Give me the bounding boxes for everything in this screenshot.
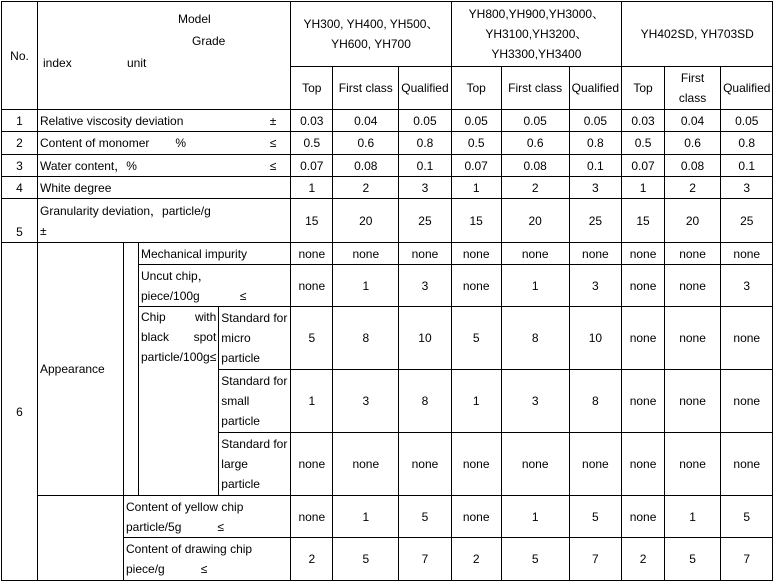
value-cell: 0.05 bbox=[501, 110, 569, 132]
value-cell: 0.05 bbox=[399, 110, 451, 132]
value-cell: 2 bbox=[291, 538, 333, 581]
value-cell: 8 bbox=[399, 370, 451, 433]
value-cell: 3 bbox=[569, 177, 621, 199]
table-row bbox=[2, 132, 773, 155]
grade-qualified: Qualified bbox=[721, 67, 773, 110]
value-cell: 10 bbox=[569, 307, 621, 370]
value-cell: 5 bbox=[333, 538, 399, 581]
value-cell: 0.6 bbox=[333, 132, 399, 155]
value-cell: 0.5 bbox=[291, 132, 333, 155]
value-cell: none bbox=[622, 265, 665, 307]
row-label: Mechanical impurity bbox=[139, 243, 291, 265]
header-model-grade bbox=[38, 2, 291, 110]
header-model: Model bbox=[178, 12, 211, 26]
value-cell: 5 bbox=[399, 496, 451, 538]
value-cell: 1 bbox=[451, 177, 501, 199]
value-cell: 0.08 bbox=[501, 155, 569, 177]
value-cell: 8 bbox=[333, 307, 399, 370]
header-unit: unit bbox=[127, 56, 147, 70]
label-text: Relative viscosity deviation bbox=[40, 113, 184, 128]
row-no: 3 bbox=[2, 155, 38, 177]
header-no: No. bbox=[2, 2, 38, 110]
value-cell: 8 bbox=[501, 307, 569, 370]
value-cell: 0.8 bbox=[569, 132, 621, 155]
value-cell: none bbox=[665, 265, 721, 307]
label-text: Uncut chip，piece/100g bbox=[141, 268, 210, 303]
value-cell: 20 bbox=[333, 199, 399, 243]
value-cell: 5 bbox=[501, 538, 569, 581]
value-cell: 3 bbox=[399, 265, 451, 307]
value-cell: 2 bbox=[333, 177, 399, 199]
value-cell: none bbox=[399, 243, 451, 265]
header-index: index bbox=[43, 56, 72, 70]
header-group-3: YH402SD, YH703SD bbox=[622, 2, 773, 67]
grade-first-class: First class bbox=[501, 67, 569, 110]
value-cell: 25 bbox=[721, 199, 773, 243]
sub-label: Standard for micro particle bbox=[219, 307, 291, 370]
cond-text: ≤ bbox=[200, 562, 208, 576]
value-cell: none bbox=[665, 243, 721, 265]
value-cell: 0.07 bbox=[451, 155, 501, 177]
value-cell: none bbox=[721, 433, 773, 496]
value-cell: none bbox=[622, 307, 665, 370]
row-no: 2 bbox=[2, 132, 38, 155]
value-cell: 1 bbox=[291, 370, 333, 433]
grade-qualified: Qualified bbox=[399, 67, 451, 110]
value-cell: 1 bbox=[501, 496, 569, 538]
value-cell: 0.5 bbox=[451, 132, 501, 155]
value-cell: 15 bbox=[622, 199, 665, 243]
header-group-1: YH300, YH400, YH500、YH600, YH700 bbox=[291, 2, 451, 67]
value-cell: none bbox=[665, 307, 721, 370]
value-cell: none bbox=[291, 243, 333, 265]
value-cell: 0.1 bbox=[721, 155, 773, 177]
row-label bbox=[38, 199, 291, 243]
table-row bbox=[2, 243, 773, 265]
row-no: 1 bbox=[2, 110, 38, 132]
value-cell: 7 bbox=[399, 538, 451, 581]
value-cell: 0.1 bbox=[399, 155, 451, 177]
row-no: 5 bbox=[2, 199, 38, 243]
row-label bbox=[139, 265, 291, 307]
value-cell: 5 bbox=[569, 496, 621, 538]
value-cell: 0.03 bbox=[291, 110, 333, 132]
label-text: Content of yellow chip particle/5g bbox=[126, 499, 244, 534]
header-group-2: YH800,YH900,YH3000、YH3100,YH3200、YH3300,YH3400 bbox=[451, 2, 621, 67]
value-cell: 0.8 bbox=[399, 132, 451, 155]
value-cell: none bbox=[622, 370, 665, 433]
value-cell: 5 bbox=[665, 538, 721, 581]
value-cell: 0.04 bbox=[333, 110, 399, 132]
row-label bbox=[38, 155, 291, 177]
value-cell: 1 bbox=[451, 370, 501, 433]
sub-label: Standard for large particle bbox=[219, 433, 291, 496]
grade-qualified: Qualified bbox=[569, 67, 621, 110]
value-cell: 0.08 bbox=[333, 155, 399, 177]
value-cell: 0.08 bbox=[665, 155, 721, 177]
value-cell: none bbox=[451, 243, 501, 265]
value-cell: 3 bbox=[569, 265, 621, 307]
blank-cell bbox=[38, 496, 124, 581]
value-cell: none bbox=[569, 243, 621, 265]
value-cell: 1 bbox=[333, 496, 399, 538]
table-row bbox=[2, 110, 773, 132]
label-text: Granularity deviation，particle/g bbox=[40, 203, 211, 218]
value-cell: none bbox=[291, 433, 333, 496]
value-cell: 0.05 bbox=[721, 110, 773, 132]
value-cell: 0.05 bbox=[569, 110, 621, 132]
value-cell: 2 bbox=[501, 177, 569, 199]
value-cell: none bbox=[721, 370, 773, 433]
value-cell: 2 bbox=[451, 538, 501, 581]
unit-text: % bbox=[175, 136, 187, 150]
value-cell: none bbox=[333, 433, 399, 496]
value-cell: 1 bbox=[333, 265, 399, 307]
row-label: White degree bbox=[38, 177, 291, 199]
value-cell: 5 bbox=[291, 307, 333, 370]
value-cell: 0.04 bbox=[665, 110, 721, 132]
value-cell: 25 bbox=[569, 199, 621, 243]
row-no: 4 bbox=[2, 177, 38, 199]
value-cell: none bbox=[291, 496, 333, 538]
grade-top: Top bbox=[451, 67, 501, 110]
unit-text: ± bbox=[269, 113, 277, 128]
value-cell: 7 bbox=[569, 538, 621, 581]
value-cell: 25 bbox=[399, 199, 451, 243]
sub-label: Standard for small particle bbox=[219, 370, 291, 433]
grade-first-class: First class bbox=[665, 67, 721, 110]
value-cell: none bbox=[665, 370, 721, 433]
value-cell: none bbox=[721, 307, 773, 370]
cond-text: ≤ bbox=[269, 158, 277, 173]
value-cell: none bbox=[451, 496, 501, 538]
value-cell: 5 bbox=[451, 307, 501, 370]
row-label bbox=[124, 538, 291, 581]
value-cell: none bbox=[622, 496, 665, 538]
value-cell: 1 bbox=[665, 496, 721, 538]
header-grade: Grade bbox=[192, 34, 226, 48]
appearance-label: Appearance bbox=[38, 243, 124, 496]
label-text: Content of drawing chip piece/g bbox=[126, 542, 253, 576]
cond-text: ≤ bbox=[239, 288, 247, 303]
value-cell: 3 bbox=[333, 370, 399, 433]
value-cell: none bbox=[622, 433, 665, 496]
row-label bbox=[38, 110, 291, 132]
value-cell: 0.05 bbox=[451, 110, 501, 132]
value-cell: 0.07 bbox=[291, 155, 333, 177]
value-cell: 15 bbox=[291, 199, 333, 243]
black-spot-label: Chip with black spot particle/100g≤ bbox=[139, 307, 219, 496]
cond-text: ± bbox=[40, 223, 47, 238]
value-cell: 3 bbox=[501, 370, 569, 433]
table-row bbox=[2, 496, 773, 538]
value-cell: 10 bbox=[399, 307, 451, 370]
value-cell: none bbox=[291, 265, 333, 307]
value-cell: none bbox=[665, 433, 721, 496]
value-cell: 1 bbox=[291, 177, 333, 199]
cond-text: ≤ bbox=[217, 519, 224, 534]
spec-table bbox=[1, 1, 773, 581]
table-row bbox=[2, 199, 773, 243]
value-cell: 20 bbox=[501, 199, 569, 243]
value-cell: 2 bbox=[665, 177, 721, 199]
value-cell: 0.5 bbox=[622, 132, 665, 155]
table-row bbox=[2, 177, 773, 199]
blank-cell bbox=[124, 243, 139, 496]
value-cell: 0.8 bbox=[721, 132, 773, 155]
value-cell: 20 bbox=[665, 199, 721, 243]
row-no: 6 bbox=[2, 243, 38, 581]
cond-text: ≤ bbox=[269, 136, 277, 150]
value-cell: none bbox=[333, 243, 399, 265]
value-cell: 0.07 bbox=[622, 155, 665, 177]
value-cell: none bbox=[501, 433, 569, 496]
grade-top: Top bbox=[622, 67, 665, 110]
value-cell: none bbox=[569, 433, 621, 496]
value-cell: 3 bbox=[399, 177, 451, 199]
value-cell: none bbox=[501, 243, 569, 265]
grade-first-class: First class bbox=[333, 67, 399, 110]
row-label bbox=[38, 132, 291, 155]
value-cell: 1 bbox=[622, 177, 665, 199]
value-cell: none bbox=[399, 433, 451, 496]
value-cell: none bbox=[622, 243, 665, 265]
label-text: Content of monomer bbox=[40, 136, 150, 150]
value-cell: 3 bbox=[721, 265, 773, 307]
value-cell: 0.1 bbox=[569, 155, 621, 177]
value-cell: 5 bbox=[721, 496, 773, 538]
value-cell: 3 bbox=[721, 177, 773, 199]
value-cell: 1 bbox=[501, 265, 569, 307]
value-cell: none bbox=[721, 243, 773, 265]
value-cell: 2 bbox=[622, 538, 665, 581]
value-cell: 15 bbox=[451, 199, 501, 243]
grade-top: Top bbox=[291, 67, 333, 110]
label-text: Water content，% bbox=[40, 158, 137, 173]
value-cell: 0.6 bbox=[501, 132, 569, 155]
value-cell: none bbox=[451, 265, 501, 307]
value-cell: 7 bbox=[721, 538, 773, 581]
row-label bbox=[124, 496, 291, 538]
value-cell: 0.03 bbox=[622, 110, 665, 132]
value-cell: none bbox=[451, 433, 501, 496]
table-row bbox=[2, 155, 773, 177]
value-cell: 8 bbox=[569, 370, 621, 433]
value-cell: 0.6 bbox=[665, 132, 721, 155]
